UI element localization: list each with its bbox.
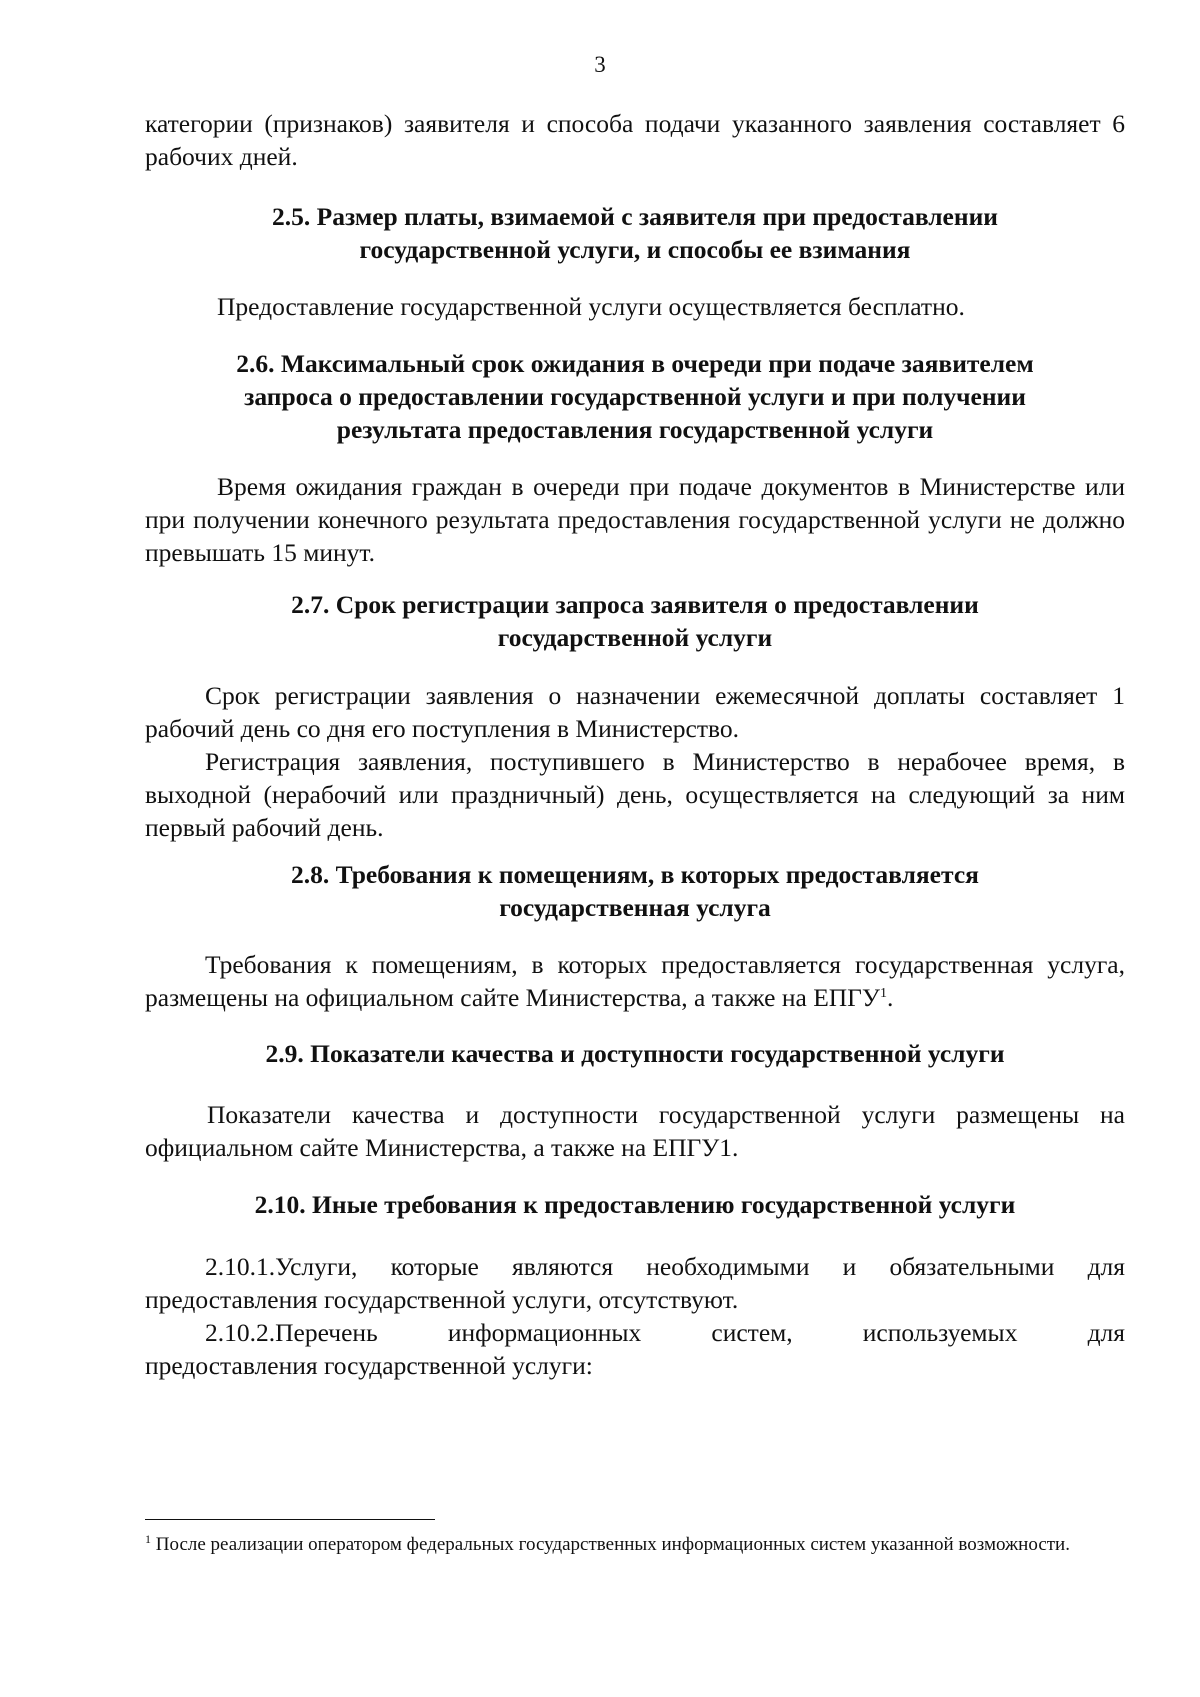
heading-2-7-line-1: 2.7. Срок регистрации запроса заявителя о предоставлении [291, 590, 979, 619]
paragraph-2-5: Предоставление государственной услуги осуществляется бесплатно. [217, 292, 965, 321]
paragraph-2-7-a: Срок регистрации заявления о назначении ежемесячной доплаты составляет 1 рабочий день со дня его поступления в Министерство. [145, 681, 1125, 743]
heading-2-8 [145, 858, 1125, 924]
heading-2-5-line-1: 2.5. Размер платы, взимаемой с заявителя при предоставлении [272, 202, 998, 231]
heading-2-8-line-1: 2.8. Требования к помещениям, в которых предоставляется [291, 860, 979, 889]
paragraph-2-10-2 [145, 1316, 1125, 1382]
heading-2-8-line-2: государственная услуга [499, 893, 771, 922]
paragraph-2-10-2-line-2: предоставления государственной услуги: [145, 1351, 593, 1380]
heading-2-10: 2.10. Иные требования к предоставлению государственной услуги [254, 1190, 1016, 1219]
footnote-text: После реализации оператором федеральных государственных информационных систем указанной возможности. [155, 1534, 1070, 1555]
heading-2-9: 2.9. Показатели качества и доступности государственной услуги [265, 1039, 1005, 1068]
heading-2-6 [145, 347, 1125, 446]
paragraph-2-7-b: Регистрация заявления, поступившего в Министерство в нерабочее время, в выходной (нерабочий или праздничный) день, осуществляется на следующий за ним первый рабочий день. [145, 747, 1125, 842]
paragraph-2-8-text: Требования к помещениям, в которых предоставляется государственная услуга, размещены на официальном сайте Министерства, а также на ЕПГУ [145, 950, 1125, 1012]
footnote-reference: 1 [879, 986, 887, 1001]
heading-2-5-line-2: государственной услуги, и способы ее взимания [359, 235, 911, 264]
paragraph-2-10-1: 2.10.1.Услуги, которые являются необходимыми и обязательными для предоставления государственной услуги, отсутствуют. [145, 1252, 1125, 1314]
heading-2-6-line-3: результата предоставления государственной услуги [336, 415, 934, 444]
footnote-separator [145, 1519, 435, 1520]
paragraph-2-6: Время ожидания граждан в очереди при подаче документов в Министерстве или при получении конечного результата предоставления государственной услуги не должно превышать 15 минут. [145, 472, 1125, 567]
heading-2-6-line-1: 2.6. Максимальный срок ожидания в очереди при подаче заявителем [236, 349, 1034, 378]
paragraph-2-8 [145, 948, 1125, 1014]
footnote-mark: 1 [145, 1532, 151, 1546]
heading-2-7 [145, 588, 1125, 654]
footnote [145, 1532, 1125, 1558]
paragraph-2-10-2-line-1: 2.10.2.Перечень информационных систем, используемых для [205, 1318, 1125, 1347]
heading-2-5 [145, 200, 1125, 266]
paragraph-continuation: категории (признаков) заявителя и способа подачи указанного заявления составляет 6 рабочих дней. [145, 109, 1125, 171]
heading-2-6-line-2: запроса о предоставлении государственной услуги и при получении [244, 382, 1026, 411]
paragraph-2-8-end: . [886, 983, 894, 1012]
paragraph-2-9: Показатели качества и доступности государственной услуги размещены на официальном сайте Министерства, а также на ЕПГУ1. [145, 1100, 1125, 1162]
page-number: 3 [594, 52, 606, 77]
heading-2-7-line-2: государственной услуги [497, 623, 773, 652]
